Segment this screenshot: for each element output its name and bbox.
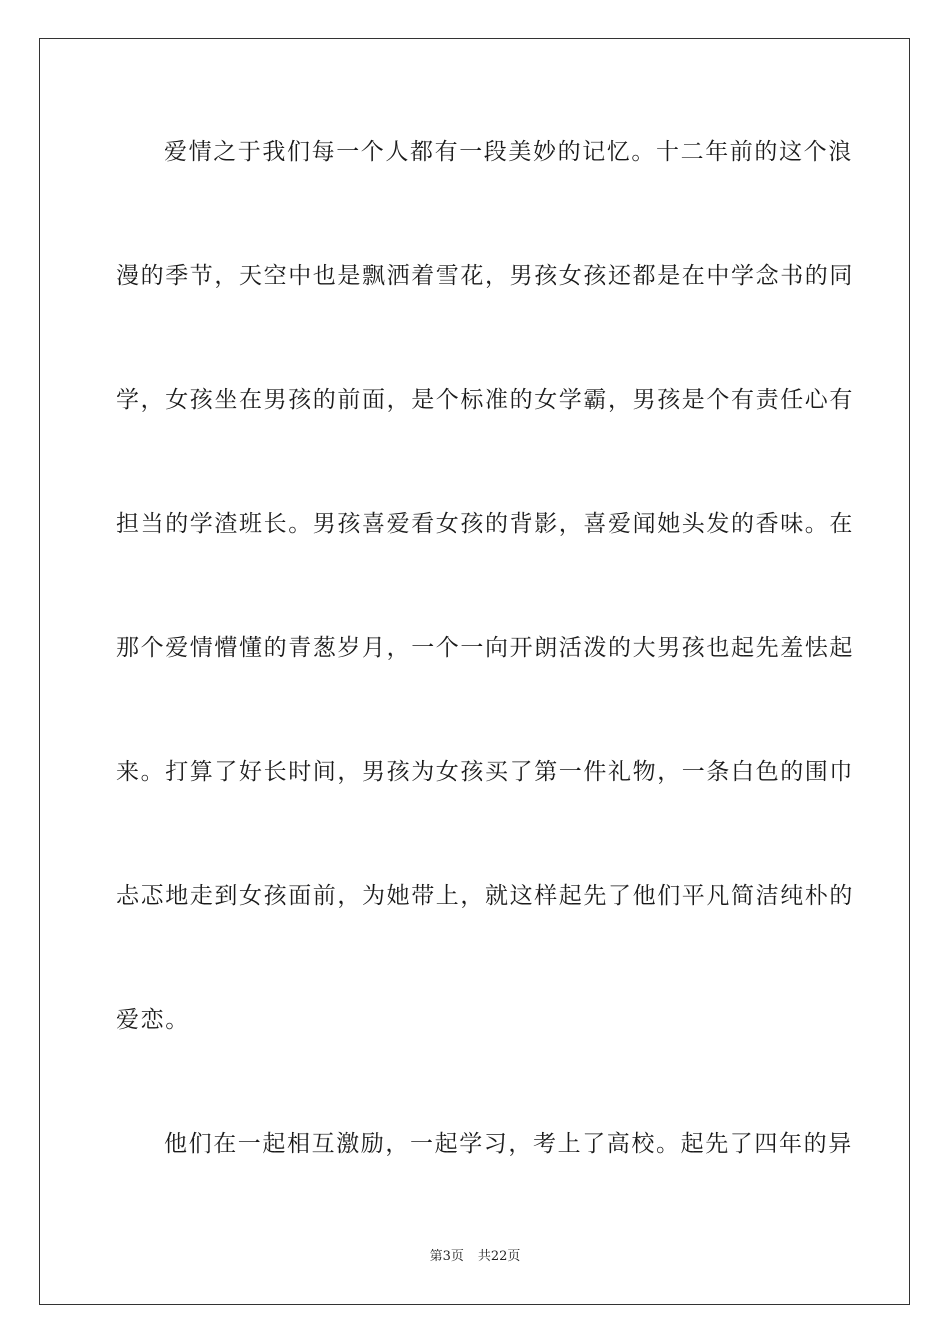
text-line: 爱恋。: [116, 1007, 190, 1033]
page-footer: [0, 1245, 950, 1264]
text-line: 漫的季节，天空中也是飘洒着雪花，男孩女孩还都是在中学念书的同: [116, 263, 854, 289]
text-line: 学，女孩坐在男孩的前面，是个标准的女学霸，男孩是个有责任心有: [116, 387, 854, 413]
text-line: 来。打算了好长时间，男孩为女孩买了第一件礼物，一条白色的围巾: [116, 759, 854, 785]
page-number: 第3页: [429, 1249, 464, 1264]
text-line: 忐忑地走到女孩面前，为她带上，就这样起先了他们平凡简洁纯朴的: [116, 883, 854, 909]
page-total: 共22页: [477, 1249, 521, 1264]
document-body: [116, 128, 854, 1244]
text-line: 他们在一起相互激励，一起学习，考上了高校。起先了四年的异: [164, 1131, 853, 1157]
text-line: 担当的学渣班长。男孩喜爱看女孩的背影，喜爱闻她头发的香味。在: [116, 511, 854, 537]
text-line: 爱情之于我们每一个人都有一段美妙的记忆。十二年前的这个浪: [164, 139, 853, 165]
text-line: 那个爱情懵懂的青葱岁月，一个一向开朗活泼的大男孩也起先羞怯起: [116, 635, 854, 661]
